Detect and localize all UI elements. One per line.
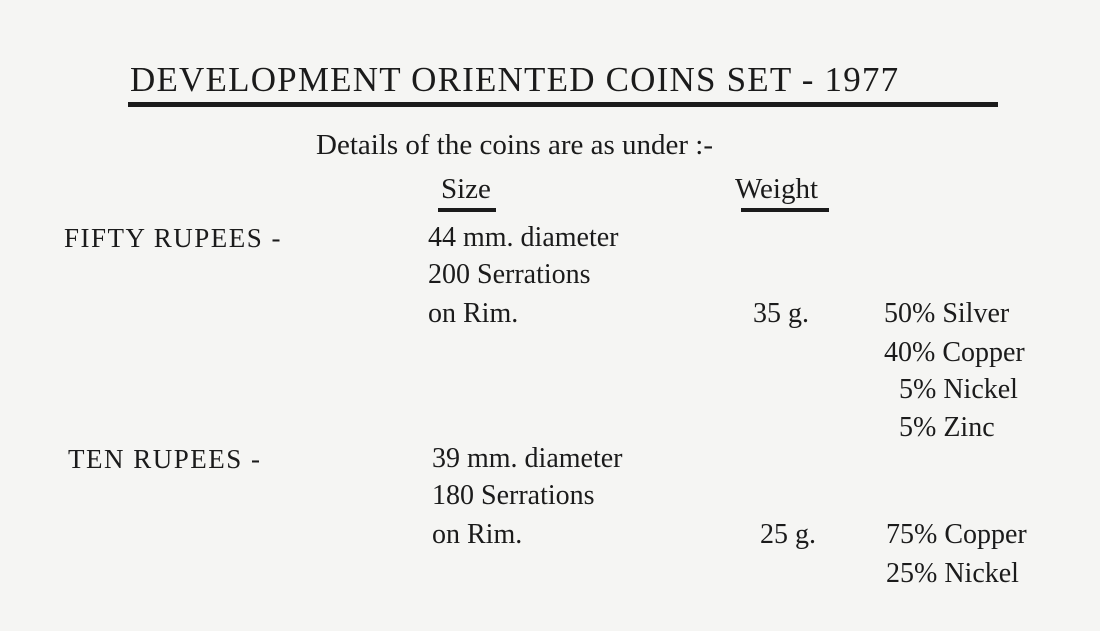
coin-composition-item: 5% Nickel	[899, 374, 1018, 405]
coin-size-line: 200 Serrations	[428, 259, 591, 290]
coin-weight: 25 g.	[760, 519, 816, 550]
coin-composition-item: 75% Copper	[886, 519, 1027, 550]
coin-composition-item: 50% Silver	[884, 298, 1010, 329]
coin-name-fifty-rupees: FIFTY RUPEES -	[64, 223, 283, 253]
size-header-underline	[438, 208, 496, 212]
coin-size-line: on Rim.	[428, 298, 519, 329]
coin-size-line: 44 mm. diameter	[428, 222, 619, 253]
coin-name-ten-rupees: TEN RUPEES -	[68, 444, 262, 474]
coin-weight: 35 g.	[753, 298, 809, 329]
coin-composition-item: 5% Zinc	[899, 412, 995, 443]
coin-size-line: on Rim.	[432, 519, 523, 550]
column-header-weight: Weight	[735, 173, 819, 205]
title-underline	[128, 102, 998, 107]
coin-composition-item: 25% Nickel	[886, 558, 1019, 589]
intro-text: Details of the coins are as under :-	[316, 129, 713, 161]
column-header-size: Size	[441, 173, 491, 205]
coin-composition-item: 40% Copper	[884, 337, 1025, 368]
card-title: DEVELOPMENT ORIENTED COINS SET - 1977	[130, 60, 900, 99]
coin-size-line: 39 mm. diameter	[432, 443, 623, 474]
weight-header-underline	[741, 208, 829, 212]
coin-size-line: 180 Serrations	[432, 480, 595, 511]
